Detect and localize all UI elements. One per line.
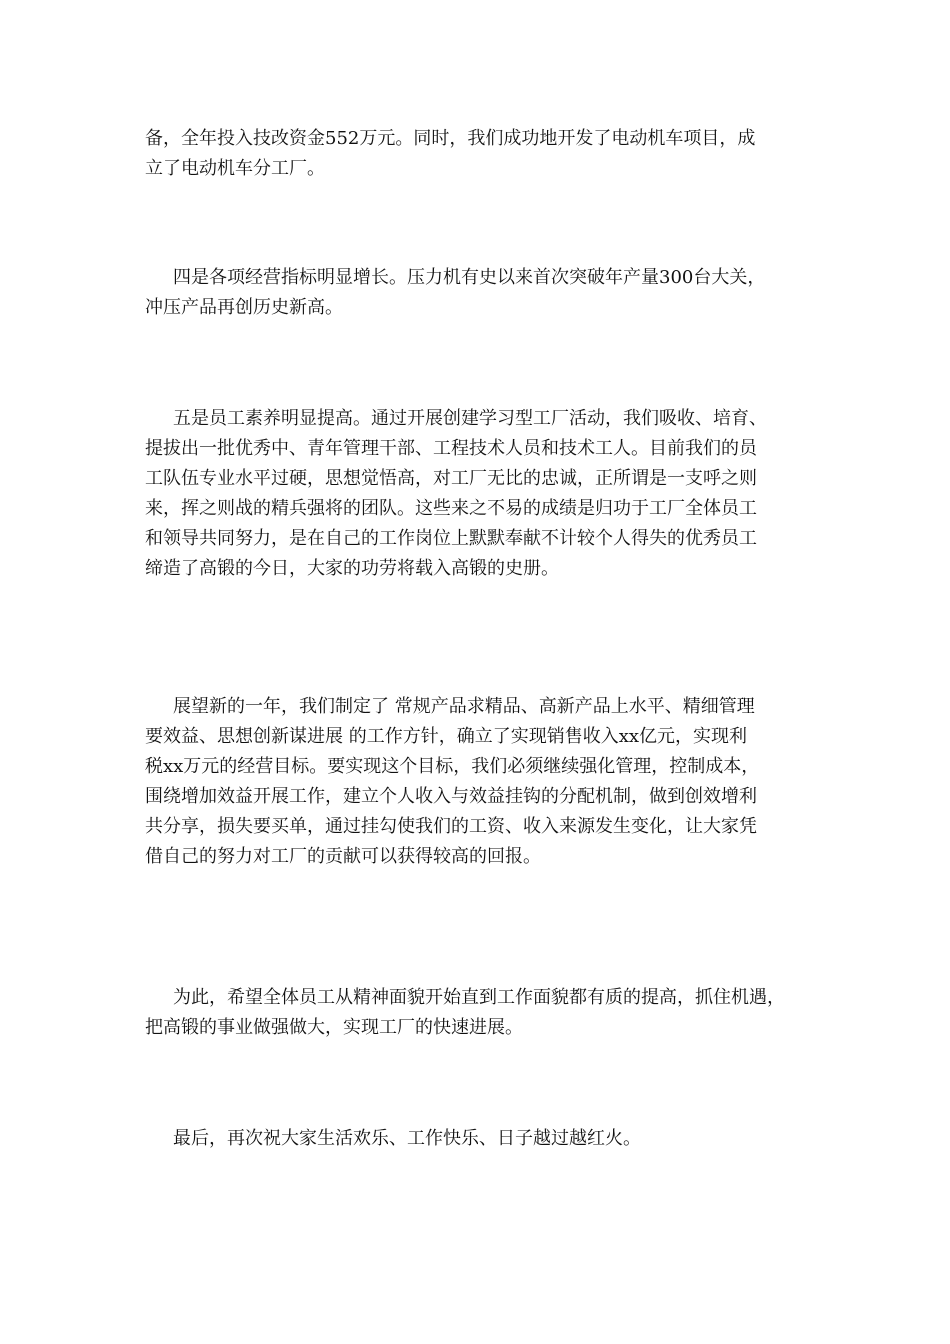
paragraph-closing-wishes — [145, 1124, 805, 1154]
paragraph-line: 立了电动机车分工厂。 — [145, 158, 325, 179]
paragraph-line: 展望新的一年，我们制定了 常规产品求精品、高新产品上水平、精细管理 — [173, 696, 755, 717]
paragraph-business-growth — [145, 263, 805, 323]
paragraph-line: 来，挥之则战的精兵强将的团队。这些来之不易的成绩是归功于工厂全体员工 — [145, 498, 757, 519]
paragraph-staff-quality — [145, 404, 805, 584]
paragraph-line: 把高锻的事业做强做大，实现工厂的快速进展。 — [145, 1017, 523, 1038]
paragraph-line: 备，全年投入技改资金552万元。同时，我们成功地开发了电动机车项目，成 — [145, 128, 756, 149]
paragraph-line: 借自己的努力对工厂的贡献可以获得较高的回报。 — [145, 846, 541, 867]
paragraph-call-to-action — [145, 983, 805, 1043]
paragraph-line: 提拔出一批优秀中、青年管理干部、工程技术人员和技术工人。目前我们的员 — [145, 438, 757, 459]
paragraph-tech-investment — [145, 124, 805, 184]
paragraph-line: 缔造了高锻的今日，大家的功劳将载入高锻的史册。 — [145, 558, 559, 579]
paragraph-line: 五是员工素养明显提高。通过开展创建学习型工厂活动，我们吸收、培育、 — [173, 408, 767, 429]
paragraph-line: 冲压产品再创历史新高。 — [145, 297, 343, 318]
paragraph-line: 税xx万元的经营目标。要实现这个目标，我们必须继续强化管理，控制成本， — [145, 756, 760, 777]
paragraph-line: 和领导共同努力，是在自己的工作岗位上默默奉献不计较个人得失的优秀员工 — [145, 528, 757, 549]
paragraph-line: 最后，再次祝大家生活欢乐、工作快乐、日子越过越红火。 — [173, 1128, 641, 1149]
paragraph-line: 要效益、思想创新谋进展 的工作方针，确立了实现销售收入xx亿元，实现利 — [145, 726, 748, 747]
paragraph-line: 共分享，损失要买单，通过挂勾使我们的工资、收入来源发生变化，让大家凭 — [145, 816, 757, 837]
paragraph-line: 工队伍专业水平过硬，思想觉悟高，对工厂无比的忠诚，正所谓是一支呼之则 — [145, 468, 757, 489]
paragraph-new-year-outlook — [145, 692, 805, 872]
paragraph-line: 为此，希望全体员工从精神面貌开始直到工作面貌都有质的提高，抓住机遇， — [173, 987, 785, 1008]
paragraph-line: 四是各项经营指标明显增长。压力机有史以来首次突破年产量300台大关， — [173, 267, 766, 288]
paragraph-line: 围绕增加效益开展工作，建立个人收入与效益挂钩的分配机制，做到创效增利 — [145, 786, 757, 807]
